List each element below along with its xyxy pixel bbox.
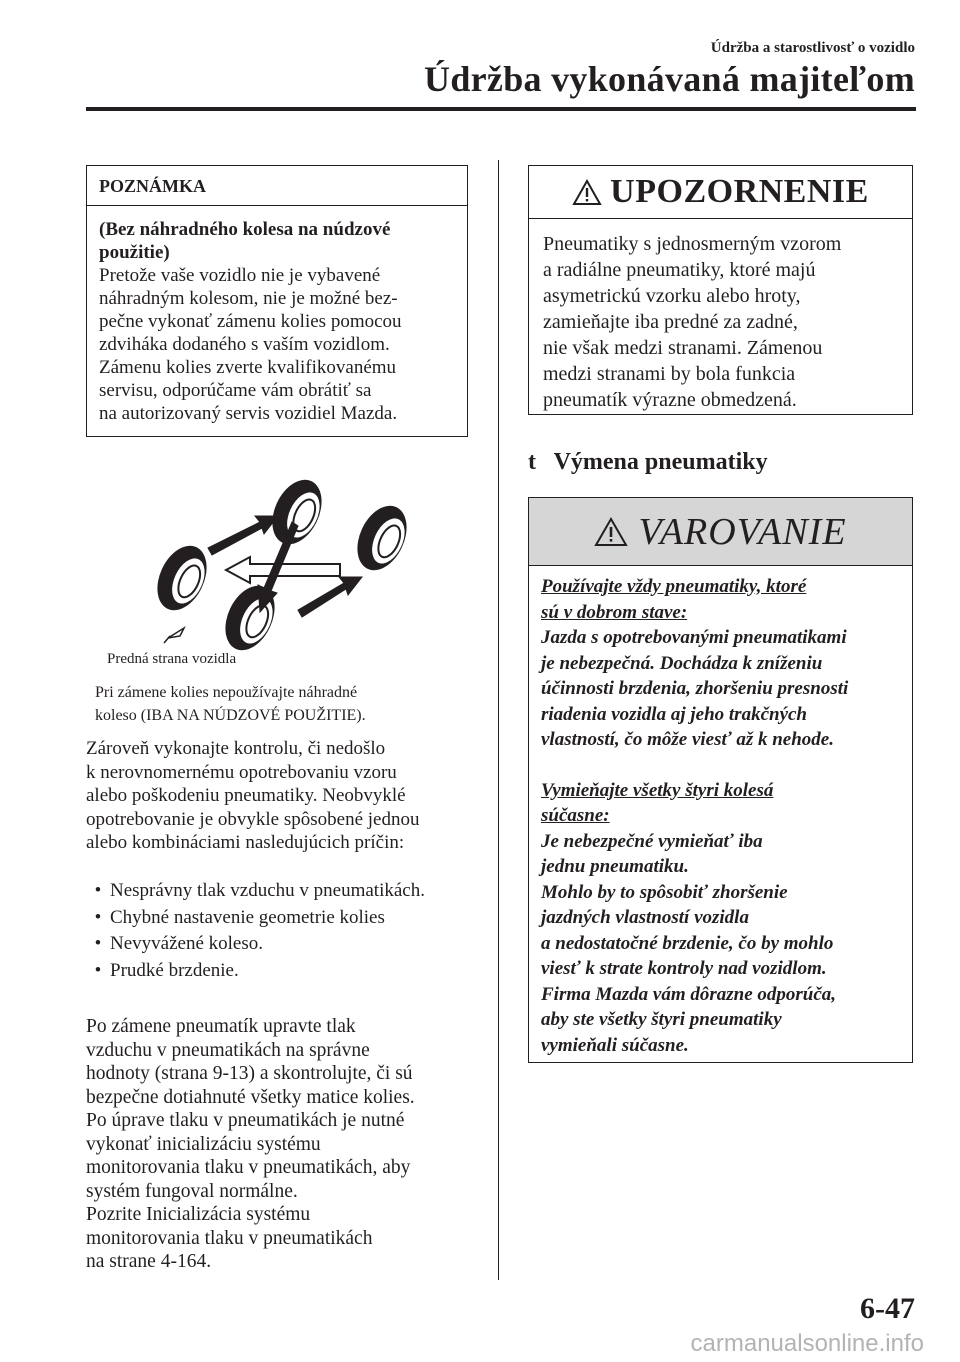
tire-icon	[263, 472, 332, 552]
figure-note-line: koleso (IBA NA NÚDZOVÉ POUŽITIE).	[95, 707, 366, 724]
note-line: zdviháka dodaného s vaším vozidlom.	[99, 334, 390, 355]
figure-note	[95, 681, 465, 727]
warning-heading-line: sú v dobrom stave:	[541, 601, 688, 623]
note-heading-line: použitie)	[99, 242, 170, 263]
paragraph-line: Pozrite Inicializácia systému	[86, 1204, 311, 1225]
note-line: servisu, odporúčame vám obrátiť sa	[99, 380, 372, 401]
page-title: Údržba vykonávaná majiteľom	[424, 59, 915, 99]
warning-line: vlastností, čo môže viesť až k nehode.	[541, 729, 834, 750]
caution-line: a radiálne pneumatiky, ktoré majú	[543, 259, 816, 281]
note-label: POZNÁMKA	[87, 166, 467, 206]
paragraph-line: alebo poškodeniu pneumatiky. Neobvyklé	[86, 785, 406, 806]
warning-line: vymieňali súčasne.	[541, 1034, 689, 1056]
list-item	[86, 933, 486, 960]
note-line: náhradným kolesom, nie je možné bez-	[99, 288, 398, 309]
paragraph-line: Zároveň vykonajte kontrolu, či nedošlo	[86, 738, 386, 759]
page-number: 6-47	[860, 1292, 915, 1325]
paragraph-line: alebo kombináciami nasledujúcich príčin:	[86, 832, 405, 853]
list-item	[86, 907, 486, 934]
warning-line: viesť k strate kontroly nad vozidlom.	[541, 958, 827, 979]
paragraph-line: monitorovania tlaku v pneumatikách	[86, 1227, 373, 1249]
tire-icon	[148, 538, 217, 618]
cause-list	[86, 880, 486, 986]
tire-icon	[216, 578, 285, 658]
heading-text: Výmena pneumatiky	[553, 449, 768, 475]
caution-line: nie však medzi stranami. Zámenou	[543, 337, 823, 359]
list-item-text: Nevyvážené koleso.	[110, 933, 263, 954]
paragraph-line: vzduchu v pneumatikách na správne	[86, 1039, 370, 1061]
paragraph-line: bezpečne dotiahnuté všetky matice kolies.	[86, 1086, 415, 1108]
bullet-icon: •	[94, 880, 102, 901]
warning-line: Mohlo by to spôsobiť zhoršenie	[541, 881, 788, 903]
figure-note-line: Pri zámene kolies nepoužívajte náhradné	[95, 684, 358, 701]
warning-line: jednu pneumatiku.	[541, 856, 689, 877]
section-subtitle: Údržba a starostlivosť o vozidlo	[710, 40, 915, 56]
bullet-icon: •	[94, 959, 102, 981]
paragraph-line: Po úprave tlaku v pneumatikách je nutné	[86, 1110, 405, 1131]
list-item-text: Nesprávny tlak vzduchu v pneumatikách.	[110, 880, 425, 901]
list-item-text: Chybné nastavenie geometrie kolies	[110, 906, 385, 928]
warning-triangle-icon	[594, 517, 628, 547]
caution-header	[529, 166, 912, 219]
warning-heading-line: Používajte vždy pneumatiky, ktoré	[541, 576, 807, 597]
pointer-icon	[164, 628, 184, 643]
paragraph-line: k nerovnomernému opotrebovaniu vzoru	[86, 761, 397, 783]
warning-line: Je nebezpečné vymieňať iba	[541, 830, 763, 852]
warning-body	[529, 566, 912, 1058]
warning-line: a nedostatočné brzdenie, čo by mohlo	[541, 932, 834, 954]
spacer	[541, 753, 902, 778]
tire-rotation-diagram	[140, 460, 440, 670]
paragraph-line: hodnoty (strana 9-13) a skontrolujte, či sú	[86, 1063, 413, 1084]
warning-line: jazdných vlastností vozidla	[541, 907, 749, 928]
caution-line: pneumatík výrazne obmedzená.	[543, 389, 797, 411]
paragraph-line: vykonať inicializáciu systému	[86, 1133, 321, 1155]
heading-bullet: t	[528, 449, 536, 475]
caution-box	[528, 165, 913, 415]
list-item	[86, 960, 486, 987]
warning-line: účinnosti brzdenia, zhoršeniu presnosti	[541, 678, 849, 699]
warning-line: Jazda s opotrebovanými pneumatikami	[541, 627, 847, 648]
warning-box	[528, 497, 913, 1063]
warning-line: je nebezpečná. Dochádza k zníženiu	[541, 652, 823, 674]
bullet-icon: •	[94, 933, 102, 954]
paragraph-line: opotrebovanie je obvykle spôsobené jednou	[86, 808, 420, 830]
watermark: carmanualsonline.info	[690, 1330, 924, 1357]
warning-title: VAROVANIE	[638, 510, 847, 553]
note-line: pečne vykonať zámenu kolies pomocou	[99, 311, 402, 332]
note-heading-line: (Bez náhradného kolesa na núdzové	[99, 219, 391, 240]
list-item-text: Prudké brzdenie.	[110, 959, 239, 981]
paragraph-line: monitorovania tlaku v pneumatikách, aby	[86, 1157, 411, 1178]
tire-icon	[348, 498, 417, 578]
warning-heading-line: súčasne:	[541, 805, 610, 826]
header-rule	[86, 107, 916, 111]
caution-body	[529, 219, 912, 413]
caution-line: zamieňajte iba predné za zadné,	[543, 311, 798, 333]
paragraph-line: na strane 4-164.	[86, 1251, 212, 1272]
warning-triangle-icon	[572, 179, 602, 206]
note-body	[87, 206, 467, 425]
note-box	[86, 165, 468, 437]
column-divider	[498, 160, 499, 1280]
paragraph-line: systém fungoval normálne.	[86, 1180, 298, 1202]
paragraph-inspection	[86, 737, 481, 855]
warning-line: Firma Mazda vám dôrazne odporúča,	[541, 983, 837, 1005]
paragraph-line: Po zámene pneumatík upravte tlak	[86, 1016, 356, 1037]
caution-line: medzi stranami by bola funkcia	[543, 363, 796, 385]
bullet-icon: •	[94, 906, 102, 928]
warning-heading-line: Vymieňajte všetky štyri kolesá	[541, 779, 774, 801]
note-line: Zámenu kolies zverte kvalifikovanému	[99, 357, 397, 378]
list-item	[86, 880, 486, 907]
paragraph-pressure	[86, 1015, 481, 1274]
caution-line: asymetrickú vzorku alebo hroty,	[543, 285, 801, 307]
warning-header	[529, 498, 912, 566]
caution-title: UPOZORNENIE	[610, 173, 869, 210]
note-line: na autorizovaný servis vozidiel Mazda.	[99, 403, 398, 424]
section-heading	[528, 449, 768, 476]
note-line: Pretože vaše vozidlo nie je vybavené	[99, 265, 381, 286]
caution-line: Pneumatiky s jednosmerným vzorom	[543, 233, 842, 255]
figure-caption: Predná strana vozidla	[107, 651, 237, 667]
warning-line: aby ste všetky štyri pneumatiky	[541, 1009, 782, 1030]
warning-line: riadenia vozidla aj jeho trakčných	[541, 703, 807, 725]
